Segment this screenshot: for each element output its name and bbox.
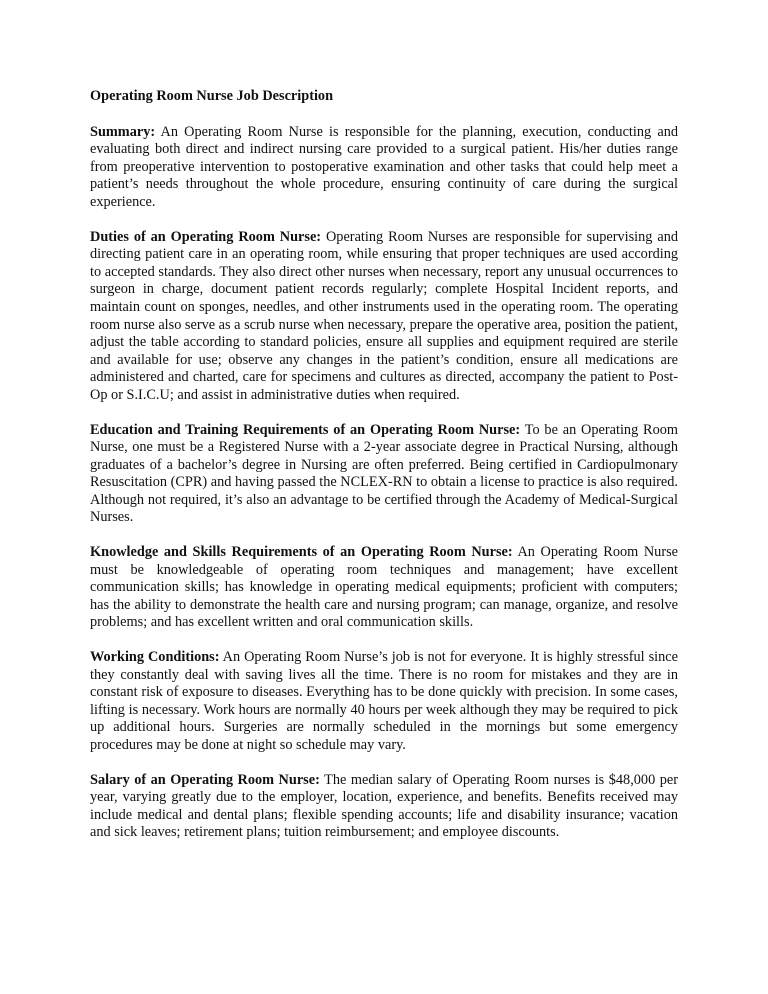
section-body: Operating Room Nurses are responsible for supervising and directing patient care in an operating room, while ensuring that proper techniques are used according to accepted standards. They also direct other nurses when necessary, report any unusual occurrences to surgeon in charge, document patient records regularly; complete Hospital Incident reports, and maintain count on sponges, needles, and other instruments used in the operating room. The operating room nurse also serve as a scrub nurse when necessary, prepare the operative area, position the patient, adjust the table according to standard policies, ensure all supplies and equipment required are sterile and available for use; observe any changes in the patient’s condition, ensure all medications are administered and charted, care for specimens and cultures as directed, accompany the patient to Post-Op or S.I.C.U; and assist in administrative duties when required. bbox=[90, 228, 678, 403]
section-salary bbox=[90, 772, 678, 842]
section-working-conditions bbox=[90, 649, 678, 755]
section-summary bbox=[90, 124, 678, 212]
section-body: The median salary of Operating Room nurses is $48,000 per year, varying greatly due to the employer, location, experience, and benefits. Benefits received may include medical and dental plans; flexible spending accounts; life and disability insurance; vacation and sick leaves; retirement plans; tuition reimbursement; and employee discounts. bbox=[90, 771, 678, 841]
section-knowledge-skills bbox=[90, 544, 678, 632]
section-heading: Summary: bbox=[90, 123, 156, 140]
section-body: An Operating Room Nurse is responsible for the planning, execution, conducting and evaluating both direct and indirect nursing care provided to a surgical patient. His/her duties range from preoperative intervention to postoperative examination and other tasks that could help meet a patient’s needs throughout the whole procedure, ensuring continuity of care during the surgical experience. bbox=[90, 123, 678, 210]
section-heading: Education and Training Requirements of an Operating Room Nurse: bbox=[90, 421, 521, 438]
section-body: An Operating Room Nurse’s job is not for everyone. It is highly stressful since they constantly deal with saving lives all the time. There is no room for mistakes and they are in constant risk of exposure to diseases. Everything has to be done quickly with precision. In some cases, lifting is necessary. Work hours are normally 40 hours per week although they may be required to pick up additional hours. Surgeries are normally scheduled in the mornings but some emergency procedures may be done at night so schedule may vary. bbox=[90, 649, 678, 753]
section-education bbox=[90, 422, 678, 528]
section-body: To be an Operating Room Nurse, one must be a Registered Nurse with a 2-year associate degree in Practical Nursing, although graduates of a bachelor’s degree in Nursing are often preferred. Being certified in Cardiopulmonary Resuscitation (CPR) and having passed the NCLEX-RN to obtain a license to practice is also required. Although not required, it’s also an advantage to be certified through the Academy of Medical-Surgical Nurses. bbox=[90, 421, 678, 526]
section-duties bbox=[90, 229, 678, 405]
section-heading: Duties of an Operating Room Nurse: bbox=[90, 228, 322, 245]
document-page bbox=[90, 88, 678, 859]
section-heading: Working Conditions: bbox=[90, 649, 220, 666]
document-title: Operating Room Nurse Job Description bbox=[90, 88, 334, 104]
section-heading: Salary of an Operating Room Nurse: bbox=[90, 771, 320, 788]
section-heading: Knowledge and Skills Requirements of an Operating Room Nurse: bbox=[90, 544, 513, 561]
section-body: An Operating Room Nurse must be knowledgeable of operating room techniques and management; have excellent communication skills; has knowledge in operating medical equipments; proficient with computers; has the ability to demonstrate the health care and nursing program; can manage, organize, and resolve problems; and has excellent written and oral communication skills. bbox=[90, 544, 678, 631]
